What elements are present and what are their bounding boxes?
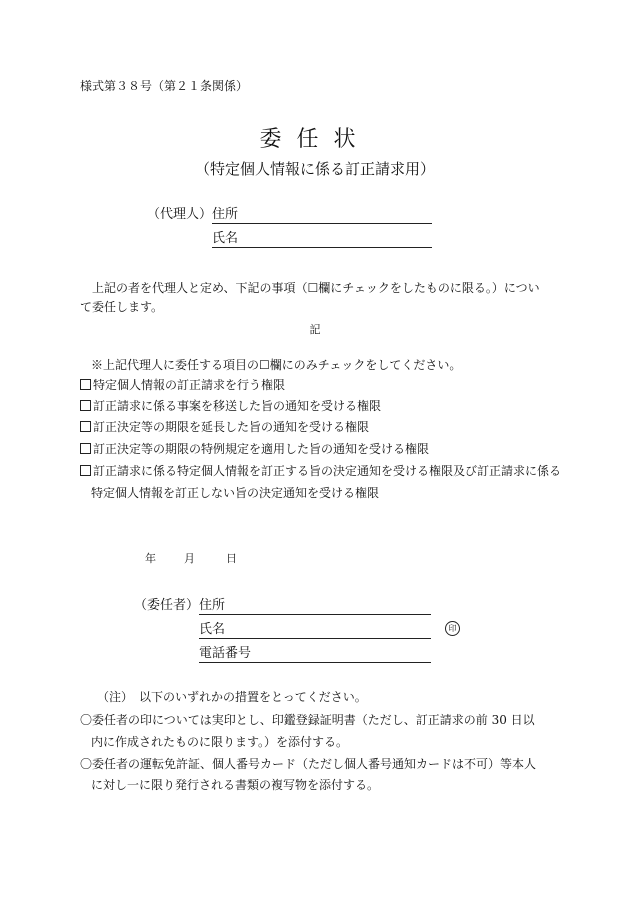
notes-heading: （注） 以下のいずれかの措置をとってください。: [97, 690, 367, 704]
agent-name-field[interactable]: [212, 231, 432, 248]
checkbox-item-2[interactable]: [80, 399, 381, 413]
note-line: 〇委任者の印については実印とし、印鑑登録証明書（ただし、訂正請求の前 30 日以: [80, 713, 535, 727]
page-title: 委任状: [259, 127, 371, 152]
checkbox-item-label: 訂正決定等の期限の特例規定を適用した旨の通知を受ける権限: [93, 442, 430, 456]
note-line: に対し一に限り発行される書類の複写物を添付する。: [91, 778, 380, 792]
checkbox-icon[interactable]: [80, 421, 91, 432]
principal-address-field[interactable]: [199, 598, 431, 615]
checkbox-item-1[interactable]: [80, 378, 285, 392]
agent-address-field[interactable]: [212, 207, 432, 224]
ki-heading: 記: [309, 323, 321, 336]
checkbox-icon[interactable]: [80, 443, 91, 454]
checkbox-item-label: 訂正請求に係る事案を移送した旨の通知を受ける権限: [93, 399, 382, 413]
principal-name-field[interactable]: [199, 622, 431, 639]
date-day-label: 日: [226, 552, 237, 565]
instruction-text: ※上記代理人に委任する項目の☐欄にのみチェックをしてください。: [91, 358, 462, 372]
principal-phone-field[interactable]: [199, 646, 431, 663]
principal-address-label: 住所: [199, 598, 226, 613]
note-line: 〇委任者の運転免許証、個人番号カード（ただし個人番号通知カードは不可）等本人: [80, 757, 537, 771]
principal-label: （委任者）: [134, 598, 200, 613]
page-subtitle: （特定個人情報に係る訂正請求用）: [194, 160, 435, 178]
agent-name-label: 氏名: [212, 231, 239, 246]
checkbox-icon[interactable]: [80, 400, 91, 411]
seal-icon: 印: [445, 621, 460, 636]
date-month-label: 月: [184, 552, 195, 565]
agent-address-label: 住所: [212, 207, 239, 222]
agent-label: （代理人）: [147, 207, 213, 222]
checkbox-icon[interactable]: [80, 379, 91, 390]
form-number: 様式第３８号（第２１条関係）: [80, 79, 249, 93]
checkbox-item-3[interactable]: [80, 420, 369, 434]
intro-paragraph: 上記の者を代理人と定め、下記の事項（☐欄にチェックをしたものに限る。）について委任します。: [80, 281, 540, 314]
checkbox-item-label: 訂正決定等の期限を延長した旨の通知を受ける権限: [93, 420, 370, 434]
principal-name-label: 氏名: [199, 622, 226, 637]
checkbox-icon[interactable]: [80, 465, 91, 476]
principal-phone-label: 電話番号: [199, 646, 252, 661]
note-line: 内に作成されたものに限ります。）を添付する。: [91, 735, 349, 749]
checkbox-item-5[interactable]: [80, 464, 561, 478]
checkbox-item-label: 訂正請求に係る特定個人情報を訂正する旨の決定通知を受ける権限及び訂正請求に係る: [93, 464, 562, 478]
checkbox-item-4[interactable]: [80, 442, 429, 456]
checkbox-item-label: 特定個人情報の訂正請求を行う権限: [93, 378, 286, 392]
date-year-label: 年: [145, 552, 156, 565]
checkbox-item-5-continuation: 特定個人情報を訂正しない旨の決定通知を受ける権限: [91, 486, 380, 500]
